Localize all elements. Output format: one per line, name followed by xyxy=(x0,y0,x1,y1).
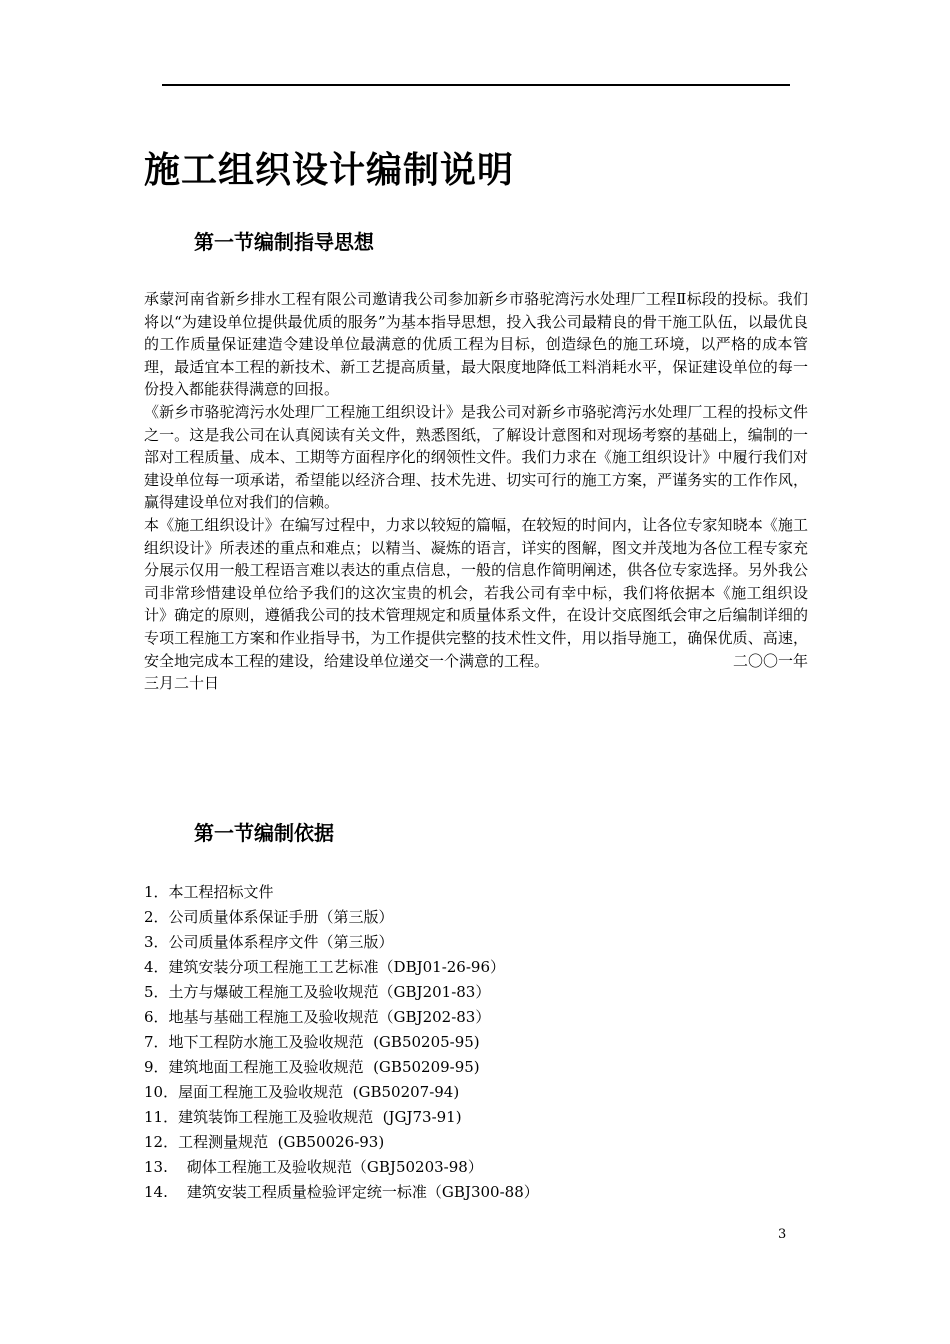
list-item: 9．建筑地面工程施工及验收规范 (GB50209-95) xyxy=(144,1058,480,1076)
list-item: 5．土方与爆破工程施工及验收规范（GBJ201-83） xyxy=(144,983,491,1001)
list-item: 14. 建筑安装工程质量检验评定统一标准（GBJ300-88） xyxy=(144,1183,539,1201)
paragraph-3 xyxy=(144,514,808,672)
section-heading-guiding-thought: 第一节编制指导思想 xyxy=(194,230,374,254)
list-item: 10．屋面工程施工及验收规范 (GB50207-94) xyxy=(144,1083,460,1101)
list-item: 7．地下工程防水施工及验收规范 (GB50205-95) xyxy=(144,1033,480,1051)
section-heading-basis: 第一节编制依据 xyxy=(194,821,334,845)
list-item: 12．工程测量规范 (GB50026-93) xyxy=(144,1133,385,1151)
document-title: 施工组织设计编制说明 xyxy=(144,149,515,191)
paragraph-3-text: 本《施工组织设计》在编写过程中，力求以较短的篇幅，在较短的时间内，让各位专家知晓本《施工组织设计》所表述的重点和难点；以精当、凝炼的语言，详实的图解，图文并茂地为各位工程专家充分展示仅用一般工程语言难以表达的重点信息，一般的信息作简明阐述，供各位专家选择。另外我公司非常珍惜建设单位给予我们的这次宝贵的机会，若我公司有幸中标，我们将依据本《施工组织设计》确定的原则，遵循我公司的技术管理规定和质量体系文件，在设计交底图纸会审之后编制详细的专项工程施工方案和作业指导书，为工作提供完整的技术性文件，用以指导施工，确保优质、高速，安全地完成本工程的建设，给建设单位递交一个满意的工程。 xyxy=(144,515,808,670)
list-item: 3．公司质量体系程序文件（第三版） xyxy=(144,933,394,951)
list-item: 13. 砌体工程施工及验收规范（GBJ50203-98） xyxy=(144,1158,483,1176)
date-month-day: 三月二十日 xyxy=(144,674,220,693)
list-item: 6．地基与基础工程施工及验收规范（GBJ202-83） xyxy=(144,1008,491,1026)
paragraph-1: 承蒙河南省新乡排水工程有限公司邀请我公司参加新乡市骆驼湾污水处理厂工程Ⅱ标段的投标。我们将以“为建设单位提供最优质的服务”为基本指导思想，投入我公司最精良的骨干施工队伍，以最优良的工作质量保证建造令建设单位最满意的优质工程为目标，创造绿色的施工环境，以严格的成本管理，最适宜本工程的新技术、新工艺提高质量，最大限度地降低工料消耗水平，保证建设单位的每一份投入都能获得满意的回报。 xyxy=(144,290,808,399)
page-number: 3 xyxy=(778,1227,787,1242)
basis-list xyxy=(144,880,808,1205)
paragraph-2: 《新乡市骆驼湾污水处理厂工程施工组织设计》是我公司对新乡市骆驼湾污水处理厂工程的投标文件之一。这是我公司在认真阅读有关文件，熟悉图纸，了解设计意图和对现场考察的基础上，编制的一部对工程质量、成本、工期等方面程序化的纲领性文件。我们力求在《施工组织设计》中履行我们对建设单位每一项承诺，希望能以经济合理、技术先进、切实可行的施工方案，严谨务实的工作作风，赢得建设单位对我们的信赖。 xyxy=(144,402,808,512)
list-item: 11．建筑装饰工程施工及验收规范 (JGJ73-91) xyxy=(144,1108,462,1126)
date-year: 二〇〇一年 xyxy=(732,651,808,670)
list-item: 2．公司质量体系保证手册（第三版） xyxy=(144,908,394,926)
section-body-guiding-thought xyxy=(144,288,808,695)
header-rule xyxy=(162,84,790,86)
list-item: 4．建筑安装分项工程施工工艺标准（DBJ01-26-96） xyxy=(144,958,506,976)
list-item: 1．本工程招标文件 xyxy=(144,883,274,901)
